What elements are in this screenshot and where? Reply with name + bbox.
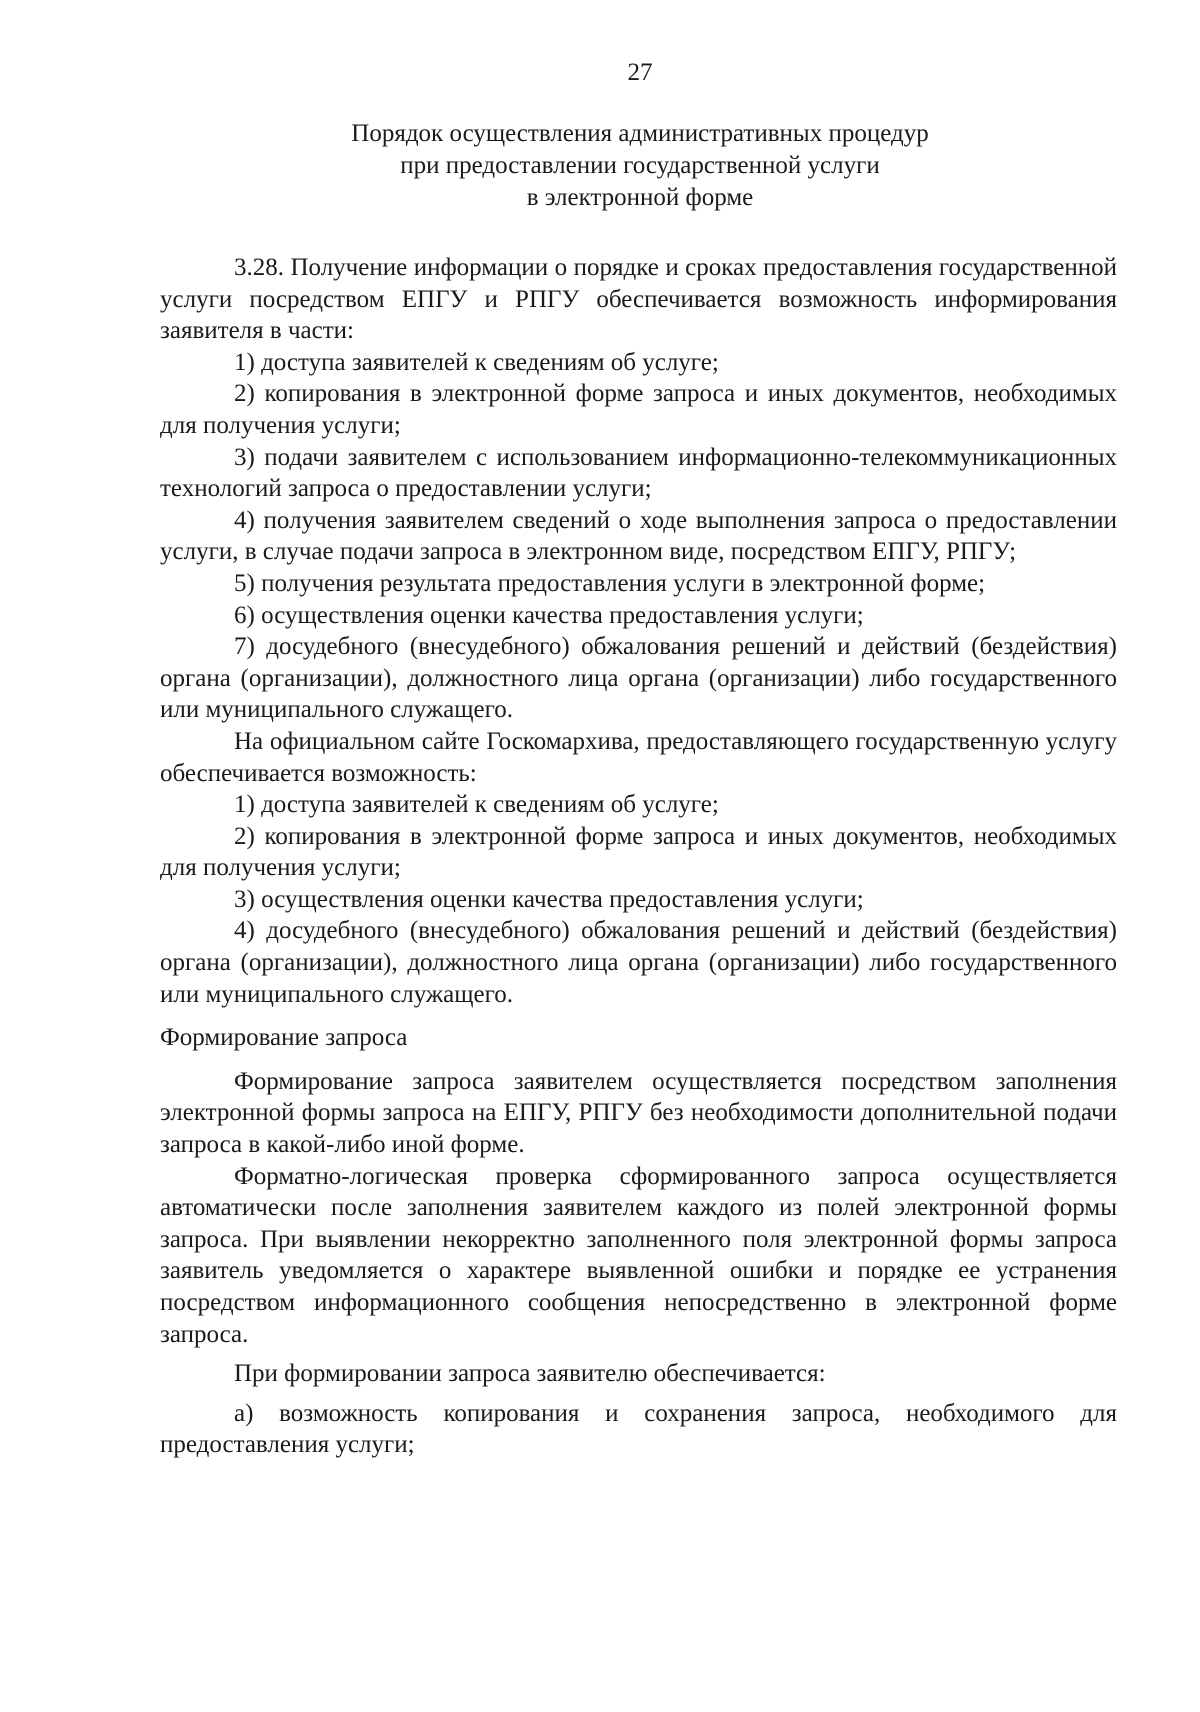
title-line-1: Порядок осуществления административных процедур xyxy=(351,120,929,147)
paragraph-official-site: На официальном сайте Госкомархива, предоставляющего государственную услугу обеспечивается возможность: xyxy=(160,727,1117,787)
list2-item-2: 2) копирования в электронной форме запроса и иных документов, необходимых для получения услуги; xyxy=(160,822,1117,882)
paragraph-form-4: а) возможность копирования и сохранения запроса, необходимого для предоставления услуги; xyxy=(160,1399,1117,1459)
list1-item-4: 4) получения заявителем сведений о ходе выполнения запроса о предоставлении услуги, в случае подачи запроса в электронном виде, посредством ЕПГУ, РПГУ; xyxy=(160,506,1117,566)
list2-item-3: 3) осуществления оценки качества предоставления услуги; xyxy=(234,885,864,913)
paragraph-3-28: 3.28. Получение информации о порядке и сроках предоставления государственной услуги посредством ЕПГУ и РПГУ обеспечивается возможность информирования заявителя в части: xyxy=(160,254,1117,345)
list1-item-2: 2) копирования в электронной форме запроса и иных документов, необходимых для получения услуги; xyxy=(160,380,1117,439)
list2-item-4: 4) досудебного (внесудебного) обжалования решений и действий (бездействия) органа (организации), должностного лица органа (организации) либо государственного или муниципального служащего. xyxy=(160,917,1117,1008)
list1-item-5: 5) получения результата предоставления услуги в электронной форме; xyxy=(234,569,986,597)
list2-item-1: 1) доступа заявителей к сведениям об услуге; xyxy=(234,791,719,819)
list1-item-3: 3) подачи заявителем с использованием информационно-телекоммуникационных технологий запроса о предоставлении услуги; xyxy=(160,443,1117,503)
section-title xyxy=(160,118,1120,214)
title-line-2: при предоставлении государственной услуги xyxy=(400,152,880,179)
document-body xyxy=(160,252,1117,1461)
list1-item-7: 7) досудебного (внесудебного) обжалования решений и действий (бездействия) органа (организации), должностного лица органа (организации) либо государственного или муниципального служащего. xyxy=(160,633,1117,724)
list1-item-6: 6) осуществления оценки качества предоставления услуги; xyxy=(234,601,864,629)
list1-item-1: 1) доступа заявителей к сведениям об услуге; xyxy=(234,348,719,376)
paragraph-form-3: При формировании запроса заявителю обеспечивается: xyxy=(234,1360,826,1388)
paragraph-form-1: Формирование запроса заявителем осуществляется посредством заполнения электронной формы запроса на ЕПГУ, РПГУ без необходимости дополнительной подачи запроса в какой-либо иной форме. xyxy=(160,1067,1117,1159)
page-number: 27 xyxy=(627,59,653,86)
paragraph-form-2: Форматно-логическая проверка сформированного запроса осуществляется автоматически после заполнения заявителем каждого из полей электронной формы запроса. При выявлении некорректно заполненного поля электронной формы запроса заявитель уведомляется о характере выявленной ошибки и порядке ее устранения посредством информационного сообщения непосредственно в электронной форме запроса. xyxy=(160,1162,1117,1348)
title-line-3: в электронной форме xyxy=(526,184,754,211)
section-heading: Формирование запроса xyxy=(160,1024,408,1052)
